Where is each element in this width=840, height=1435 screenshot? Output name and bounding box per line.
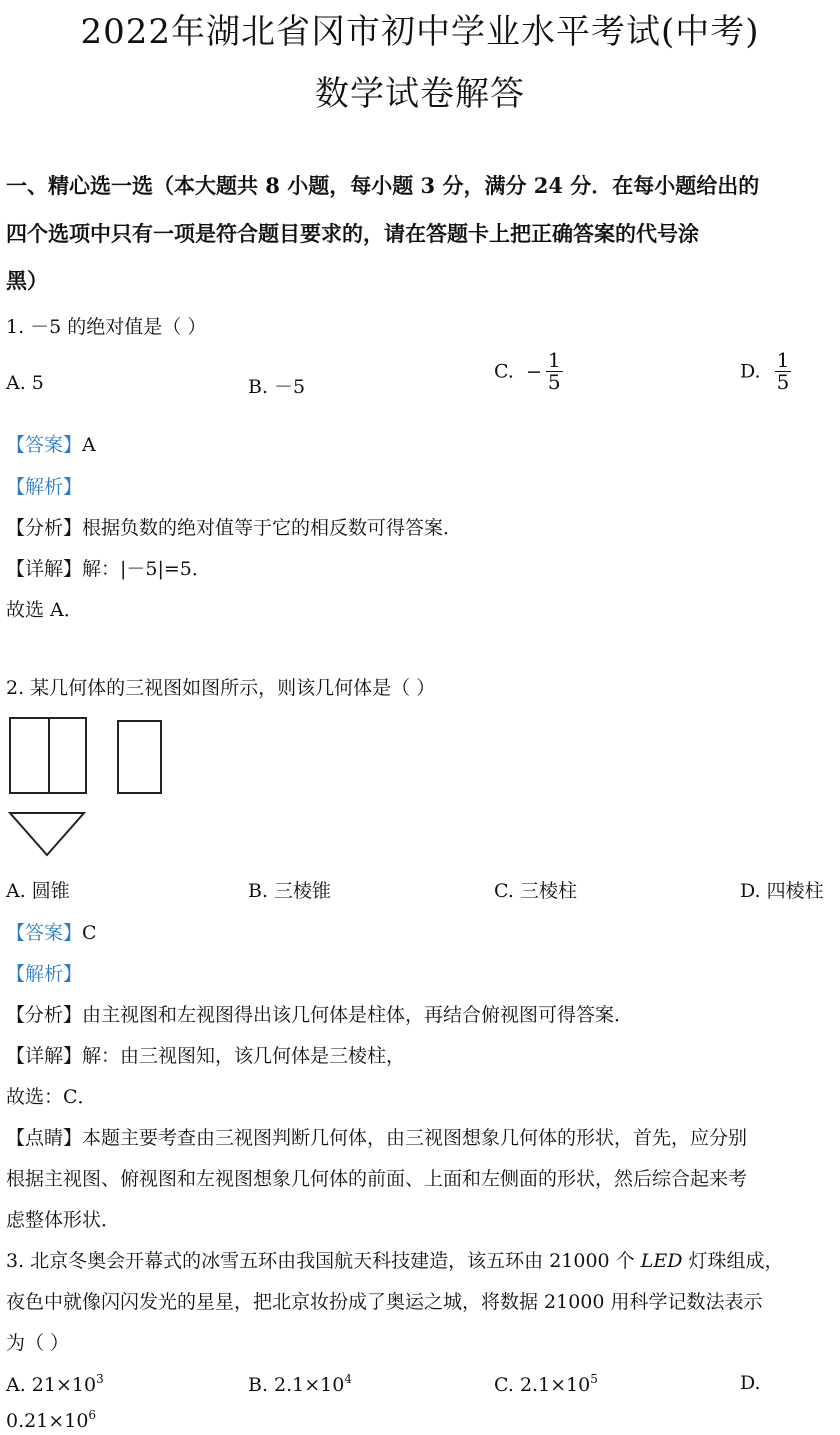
q2-answer-tag: 【答案】 [6, 922, 83, 944]
q3-stem-part1: 3. 北京冬奥会开幕式的冰雪五环由我国航天科技建造，该五环由 21000 个 [6, 1250, 641, 1272]
q3-option-c-base: C. 2.1×10 [494, 1374, 591, 1396]
q3-option-c [494, 1372, 598, 1396]
page-subtitle: 数学试卷解答 [315, 74, 525, 114]
q3-stem-line1 [6, 1246, 784, 1273]
q2-option-a: A. 圆锥 [6, 880, 70, 902]
q2-answer [6, 918, 97, 945]
three-views-figure [6, 712, 171, 862]
q1-answer-value: A [82, 434, 96, 456]
q3-option-b-exponent: 4 [344, 1372, 352, 1386]
side-view [118, 721, 161, 793]
q3-stem-line2: 夜色中就像闪闪发光的星星，把北京妆扮成了奥运之城，将数据 21000 用科学记数法表示 [6, 1291, 763, 1313]
q2-fenxi: 【分析】由主视图和左视图得出该几何体是柱体，再结合俯视图可得答案． [6, 1004, 634, 1026]
q1-option-d-denominator: 5 [776, 370, 790, 394]
q3-stem-line3: 为（ ） [6, 1332, 70, 1354]
q2-dianjing-line1: 【点睛】本题主要考查由三视图判断几何体，由三视图想象几何体的形状，首先，应分别 [6, 1127, 748, 1149]
q1-answer-tag: 【答案】 [6, 434, 83, 456]
q1-option-c-numerator: 1 [547, 348, 561, 372]
q1-option-a: A. 5 [6, 372, 44, 394]
top-view [10, 813, 84, 855]
q2-option-c: C. 三棱柱 [494, 880, 577, 902]
q1-option-d-numerator: 1 [776, 348, 790, 372]
q1-option-c-fraction [546, 350, 563, 393]
q2-conclusion: 故选：C． [6, 1086, 97, 1108]
q3-option-d-value [6, 1408, 96, 1432]
q3-option-d-exponent: 6 [88, 1408, 97, 1422]
q3-option-b-base: B. 2.1×10 [248, 1374, 345, 1396]
section-heading-line2: 四个选项中只有一项是符合题目要求的，请在答题卡上把正确答案的代号涂 [6, 221, 699, 246]
q2-stem: 2. 某几何体的三视图如图所示，则该几何体是（ ） [6, 677, 436, 699]
q2-dianjing-line2: 根据主视图、俯视图和左视图想象几何体的前面、上面和左侧面的形状，然后综合起来考 [6, 1168, 748, 1190]
section-heading-line3: 黑） [6, 268, 48, 293]
q3-stem-part2: 灯珠组成， [682, 1250, 784, 1272]
q1-option-c [494, 350, 563, 393]
q2-xiangjie: 【详解】解：由三视图知，该几何体是三棱柱， [6, 1045, 406, 1067]
q1-option-b: B. －5 [248, 376, 306, 398]
q3-option-d-base: 0.21×10 [6, 1410, 89, 1432]
q1-option-d-fraction [775, 350, 792, 393]
q2-analysis-tag: 【解析】 [6, 963, 83, 985]
q3-option-a-exponent: 3 [96, 1372, 104, 1386]
q1-stem: 1. －5 的绝对值是（ ） [6, 316, 207, 338]
q2-option-d: D. 四棱柱 [740, 880, 824, 902]
q3-stem-led: LED [640, 1250, 683, 1272]
q1-option-c-sign: − [525, 360, 542, 383]
q2-answer-value: C [82, 922, 97, 944]
q3-option-a [6, 1372, 104, 1396]
q1-analysis-tag: 【解析】 [6, 476, 83, 498]
q1-fenxi: 【分析】根据负数的绝对值等于它的相反数可得答案． [6, 517, 463, 539]
q3-option-c-exponent: 5 [590, 1372, 598, 1386]
q1-answer [6, 430, 96, 457]
q1-option-c-denominator: 5 [547, 370, 561, 394]
q1-option-d-label: D. [740, 360, 761, 383]
q1-xiangjie: 【详解】解：|－5|=5． [6, 558, 211, 580]
q1-option-c-label: C. [494, 360, 514, 383]
q1-option-d [740, 350, 791, 393]
front-view [10, 718, 86, 793]
q2-option-b: B. 三棱锥 [248, 880, 332, 902]
q3-option-a-base: A. 21×10 [6, 1374, 97, 1396]
section-heading-line1: 一、精心选一选（本大题共 8 小题，每小题 3 分，满分 24 分．在每小题给出的 [6, 173, 760, 198]
q3-option-d: D. [740, 1372, 761, 1394]
page-title: 2022年湖北省冈市初中学业水平考试(中考) [80, 12, 760, 52]
q1-conclusion: 故选 A． [6, 599, 83, 621]
q2-dianjing-line3: 虑整体形状． [6, 1209, 121, 1231]
q3-option-b [248, 1372, 352, 1396]
